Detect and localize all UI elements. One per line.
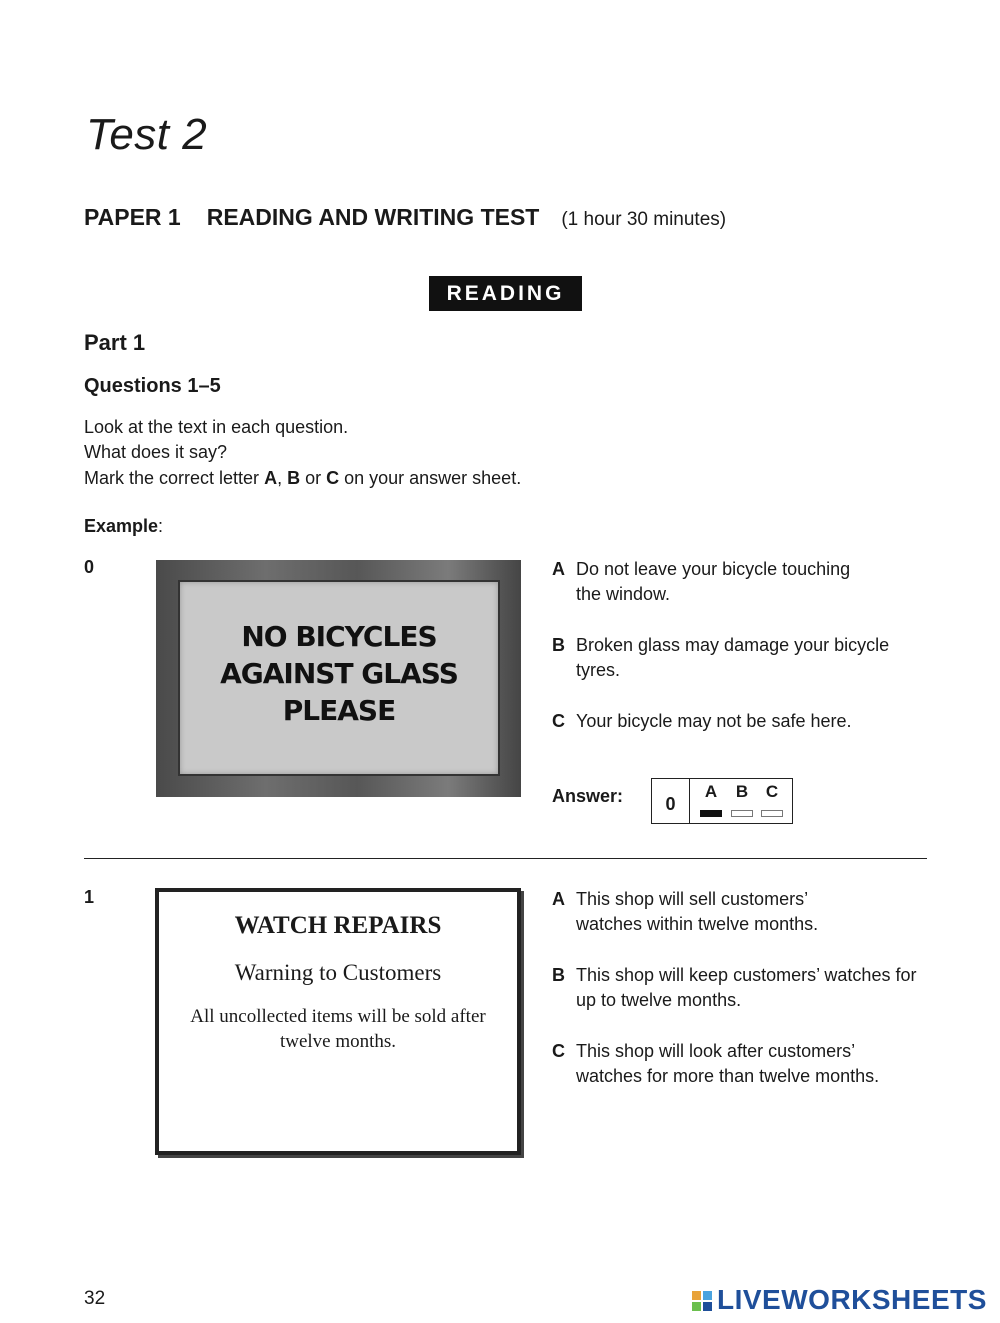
answer-label: Answer:: [552, 786, 624, 806]
paper-duration: (1 hour 30 minutes): [561, 209, 727, 230]
paper-heading: [84, 204, 726, 231]
notice-title: WATCH REPAIRS: [234, 912, 442, 939]
page-number: 32: [84, 1288, 106, 1309]
answer-mark-b[interactable]: [731, 810, 753, 817]
answer-box: [651, 778, 793, 824]
brand-logo: [692, 1284, 987, 1316]
section-label: READING: [429, 276, 582, 311]
answer-column-a: A: [704, 782, 718, 801]
example-option-c: C Your bicycle may not be safe here.: [552, 711, 852, 731]
answer-number: 0: [652, 779, 690, 823]
questions-range: Questions 1–5: [84, 375, 221, 397]
instruction-line: What does it say?: [84, 442, 228, 462]
paper-number: PAPER 1: [84, 204, 181, 230]
example-number: 0: [84, 557, 95, 577]
divider: [84, 858, 927, 859]
example-option-b: B Broken glass may damage your bicycle tyres.: [552, 635, 890, 680]
example-option-a: A Do not leave your bicycle touching the window.: [552, 559, 851, 604]
example-sign-photo: [156, 560, 521, 797]
question1-option-a[interactable]: A This shop will sell customers’ watches within twelve months.: [552, 889, 819, 934]
test-title: Test 2: [86, 110, 208, 159]
sign-text: NO BICYCLES AGAINST GLASS PLEASE: [220, 620, 458, 727]
answer-column-b: B: [735, 782, 749, 801]
notice-subtitle: Warning to Customers: [234, 960, 442, 985]
letter-a: A: [264, 468, 278, 488]
letter-b: B: [287, 468, 301, 488]
instruction-mark-line: Mark the correct letter A, B or C on your answer sheet.: [84, 468, 522, 488]
answer-column-c: C: [765, 782, 779, 801]
sign-board: [178, 580, 500, 776]
part-title: Part 1: [84, 330, 146, 355]
answer-mark-c[interactable]: [761, 810, 783, 817]
instruction-line: Look at the text in each question.: [84, 417, 349, 437]
brand-text: LIVEWORKSHEETS: [717, 1284, 987, 1315]
example-label: Example:: [84, 516, 164, 536]
question1-option-b[interactable]: B This shop will keep customers’ watches for up to twelve months.: [552, 965, 917, 1010]
watch-repairs-notice: [155, 888, 521, 1155]
brand-icon: [692, 1291, 712, 1311]
notice-body: All uncollected items will be sold after twelve months.: [190, 1006, 486, 1052]
paper-name: READING AND WRITING TEST: [206, 204, 540, 230]
question1-option-c[interactable]: C This shop will look after customers’ watches for more than twelve months.: [552, 1041, 880, 1086]
answer-mark-a[interactable]: [700, 810, 722, 817]
letter-c: C: [326, 468, 340, 488]
question-number: 1: [84, 887, 95, 907]
